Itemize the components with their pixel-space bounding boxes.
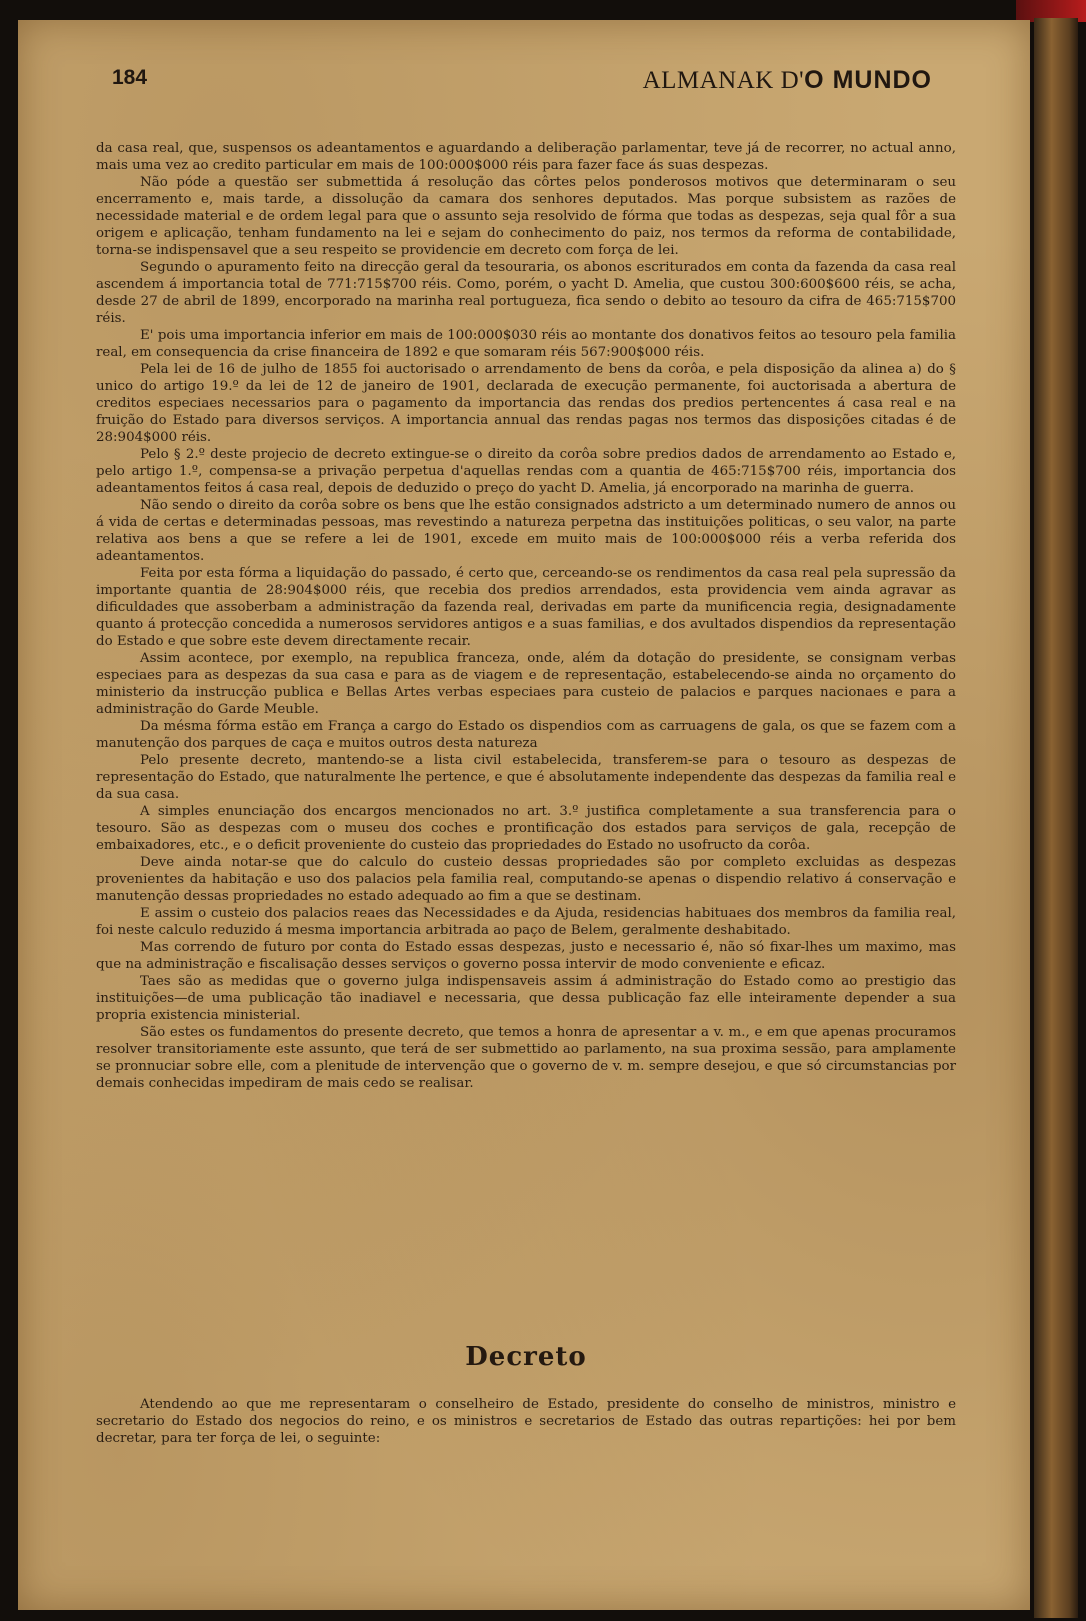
paragraph: A simples enunciação dos encargos mencionados no art. 3.º justifica completamente a sua transferencia para o tesouro. São as despezas com o museu dos coches e prontificação dos estados para serviços de gala, recepção de embaixadores, etc., e o deficit proveniente do custeio das propriedades do Estado no usofructo da corôa. [96, 804, 956, 853]
paragraph: São estes os fundamentos do presente decreto, que temos a honra de apresentar a v. m., e em que apenas procuramos resolver transitoriamente este assunto, que terá de ser submettido ao parlamento, na sua proxima sessão, para amplamente se pronnuciar sobre elle, com a plenitude de intervenção que o governo de v. m. sempre desejou, e que só circumstancias por demais conhecidas impediram de mais cedo se realisar. [96, 1025, 956, 1091]
page-header [112, 66, 932, 100]
paragraph: Assim acontece, por exemplo, na republica franceza, onde, além da dotação do presidente, se consignam verbas especiaes para as despezas da sua casa e para as de viagem e de representação, estabelecendo-se ainda no orçamento do ministerio da instrucção publica e Bellas Artes verbas especiaes para custeio de palacios e parques nacionaes e para a administração do Garde Meuble. [96, 651, 956, 717]
page-number: 184 [112, 66, 148, 89]
paragraph: E assim o custeio dos palacios reaes das Necessidades e da Ajuda, residencias habituaes dos membros da familia real, foi neste calculo reduzido á mesma importancia arbitrada ao paço de Belem, geralmente deshabitado. [96, 906, 956, 938]
paragraph: Pelo § 2.º deste projecio de decreto extingue-se o direito da corôa sobre predios dados de arrendamento ao Estado e, pelo artigo 1.º, compensa-se a privação perpetua d'aquellas rendas com a quantia de 465:715$700 réis, importancia dos adeantamentos feitos á casa real, depois de deduzido o preço do yacht D. Amelia, já encorporado na marinha de guerra. [96, 447, 956, 496]
body-text [96, 140, 956, 1092]
running-title [643, 66, 932, 95]
decree-heading: Decreto [465, 1342, 587, 1372]
paragraph: Não póde a questão ser submettida á resolução das côrtes pelos ponderosos motivos que determinaram o seu encerramento e, mais tarde, a dissolução da camara dos senhores deputados. Mas porque subsistem as razões de necessidade material e de ordem legal para que o assunto seja resolvido de fórma que todas as despezas, seja qual fôr a sua origem e aplicação, tenham fundamento na lei e sejam do conhecimento do paiz, nos termos da reforma de contabilidade, torna-se indispensavel que a seu respeito se providencie em decreto com força de lei. [96, 175, 956, 258]
paragraph: Segundo o apuramento feito na direcção geral da tesouraria, os abonos escriturados em conta da fazenda da casa real ascendem á importancia total de 771:715$700 réis. Como, porém, o yacht D. Amelia, que custou 300:600$600 réis, se acha, desde 27 de abril de 1899, encorporado na marinha real portugueza, fica sendo o debito ao tesouro da cifra de 465:715$700 réis. [96, 260, 956, 326]
paragraph: Feita por esta fórma a liquidação do passado, é certo que, cerceando-se os rendimentos da casa real pela supressão da importante quantia de 28:904$000 réis, que recebia dos predios arrendados, esta providencia vem ainda agravar as dificuldades que assoberbam a administração da fazenda real, derivadas em parte da munificencia regia, designadamente quanto á protecção concedida a numerosos servidores antigos e a suas familias, e dos avultados dispendios da representação do Estado e que sobre este devem directamente recair. [96, 566, 956, 649]
paragraph: Da mésma fórma estão em França a cargo do Estado os dispendios com as carruagens de gala, os que se fazem com a manutenção dos parques de caça e muitos outros desta natureza [96, 719, 956, 751]
running-title-prefix: ALMANAK D' [642, 67, 805, 94]
paragraph: da casa real, que, suspensos os adeantamentos e aguardando a deliberação parlamentar, teve já de recorrer, no actual anno, mais uma vez ao credito particular em mais de 100:000$000 réis para fazer face ás suas despezas. [96, 141, 956, 173]
paragraph: Pelo presente decreto, mantendo-se a lista civil estabelecida, transferem-se para o tesouro as despezas de representação do Estado, que naturalmente lhe pertence, e que é absolutamente independente das despezas da familia real e da sua casa. [96, 753, 956, 802]
book-edge [1034, 18, 1078, 1618]
decree-intro [96, 1396, 956, 1447]
paragraph: Deve ainda notar-se que do calculo do custeio dessas propriedades são por completo excluidas as despezas provenientes da habitação e uso dos palacios pela familia real, computando-se apenas o dispendio relativo á conservação e manutenção dessas propriedades no estado adequado ao fim a que se destinam. [96, 855, 956, 904]
paragraph: Taes são as medidas que o governo julga indispensaveis assim á administração do Estado como ao prestigio das instituições—de uma publicação tão inadiavel e necessaria, que dessa publicação faz elle inteiramente depender a sua propria existencia ministerial. [96, 974, 956, 1023]
paragraph: Atendendo ao que me representaram o conselheiro de Estado, presidente do conselho de ministros, ministro e secretario do Estado dos negocios do reino, e os ministros e secretarios de Estado das outras repartições: hei por bem decretar, para ter força de lei, o seguinte: [96, 1397, 956, 1446]
paragraph: Mas correndo de futuro por conta do Estado essas despezas, justo e necessario é, não só fixar-lhes um maximo, mas que na administração e fiscalisação desses serviços o governo possa intervir de modo conveniente e eficaz. [96, 940, 956, 972]
paragraph: Pela lei de 16 de julho de 1855 foi auctorisado o arrendamento de bens da corôa, e pela disposição da alinea a) do § unico do artigo 19.º da lei de 12 de janeiro de 1901, declarada de execução permanente, foi auctorisada a abertura de creditos especiaes necessarios para o pagamento da importancia das rendas dos predios pertencentes á casa real e na fruição do Estado para diversos serviços. A importancia annual das rendas pagas nos termos das disposições citadas é de 28:904$000 réis. [96, 362, 956, 445]
paragraph: E' pois uma importancia inferior em mais de 100:000$030 réis ao montante dos donativos feitos ao tesouro pela familia real, em consequencia da crise financeira de 1892 e que somaram réis 567:900$000 réis. [96, 328, 956, 360]
running-title-brand: O MUNDO [804, 66, 932, 94]
paragraph: Não sendo o direito da corôa sobre os bens que lhe estão consignados adstricto a um determinado numero de annos ou á vida de certas e determinadas pessoas, mas revestindo a natureza perpetna das instituições politicas, o seu valor, na parte relativa aos bens a que se refere a lei de 1901, excede em muito mais de 100:000$000 réis a verba referida dos adeantamentos. [96, 498, 956, 564]
